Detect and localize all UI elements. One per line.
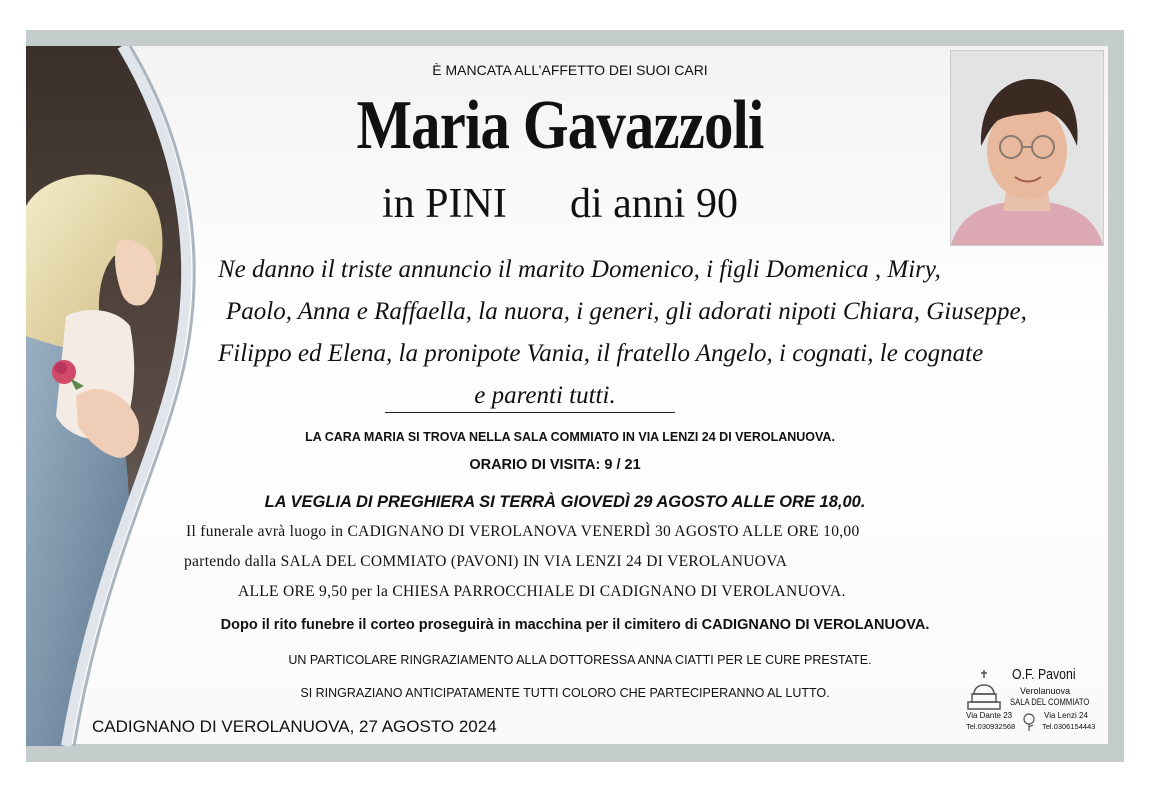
logo-address-left: Via Dante 23: [966, 711, 1013, 720]
deceased-photo: [950, 50, 1104, 246]
announcement-line-4: e parenti tutti.: [474, 382, 616, 409]
announce-text: È MANCATA ALL’AFFETTO DEI SUOI CARI: [432, 62, 708, 78]
madonna-image: [26, 46, 216, 746]
logo-phone-left: Tel.030932568: [966, 722, 1016, 731]
location-text: LA CARA MARIA SI TROVA NELLA SALA COMMIATO IN VIA LENZI 24 DI VEROLANUOVA.: [305, 430, 835, 444]
divider-rule: [385, 412, 675, 413]
announcement-line-1: Ne danno il triste annuncio il marito Domenico, i figli Domenica , Miry,: [218, 256, 941, 283]
logo-address-right: Via Lenzi 24: [1044, 711, 1088, 720]
funeral-home-logo: [964, 664, 1094, 736]
visit-hours-text: ORARIO DI VISITA: 9 / 21: [469, 457, 641, 473]
vigil-text: LA VEGLIA DI PREGHIERA SI TERRÀ GIOVEDÌ 29 AGOSTO ALLE ORE 18,00.: [264, 493, 866, 511]
rose-icon: [1020, 712, 1038, 732]
logo-phone-right: Tel.0306154443: [1042, 722, 1096, 731]
funeral-line-1: Il funerale avrà luogo in CADIGNANO DI VEROLANOVA VENERDÌ 30 AGOSTO ALLE ORE 10,00: [186, 523, 860, 540]
married-name: in PINI: [382, 181, 507, 227]
deceased-name: Maria Gavazzoli: [356, 87, 764, 164]
announcement-line-3: Filippo ed Elena, la pronipote Vania, il fratello Angelo, i cognati, le cognate: [218, 340, 984, 367]
logo-town: Verolanuova: [1020, 686, 1071, 696]
logo-name: O.F. Pavoni: [1012, 666, 1076, 683]
portrait-image: [951, 51, 1103, 245]
thanks-doctor-text: UN PARTICOLARE RINGRAZIAMENTO ALLA DOTTORESSA ANNA CIATTI PER LE CURE PRESTATE.: [288, 653, 872, 667]
logo-hall: SALA DEL COMMIATO: [1010, 697, 1090, 707]
thanks-all-text: SI RINGRAZIANO ANTICIPATAMENTE TUTTI COLORO CHE PARTECIPERANNO AL LUTTO.: [300, 686, 830, 700]
funeral-line-2: partendo dalla SALA DEL COMMIATO (PAVONI) IN VIA LENZI 24 DI VEROLANUOVA: [184, 553, 788, 570]
funeral-line-3: ALLE ORE 9,50 per la CHIESA PARROCCHIALE DI CADIGNANO DI VEROLANUOVA.: [238, 583, 846, 600]
church-dome-icon: [966, 668, 1002, 712]
announcement-line-2: Paolo, Anna e Raffaella, la nuora, i generi, gli adorati nipoti Chiara, Giuseppe,: [226, 298, 1027, 325]
procession-text: Dopo il rito funebre il corteo proseguirà in macchina per il cimitero di CADIGNANO DI VEROLANUOVA.: [220, 617, 930, 633]
age-text: di anni 90: [570, 181, 738, 227]
place-date-text: CADIGNANO DI VEROLANUOVA, 27 AGOSTO 2024: [92, 717, 497, 736]
